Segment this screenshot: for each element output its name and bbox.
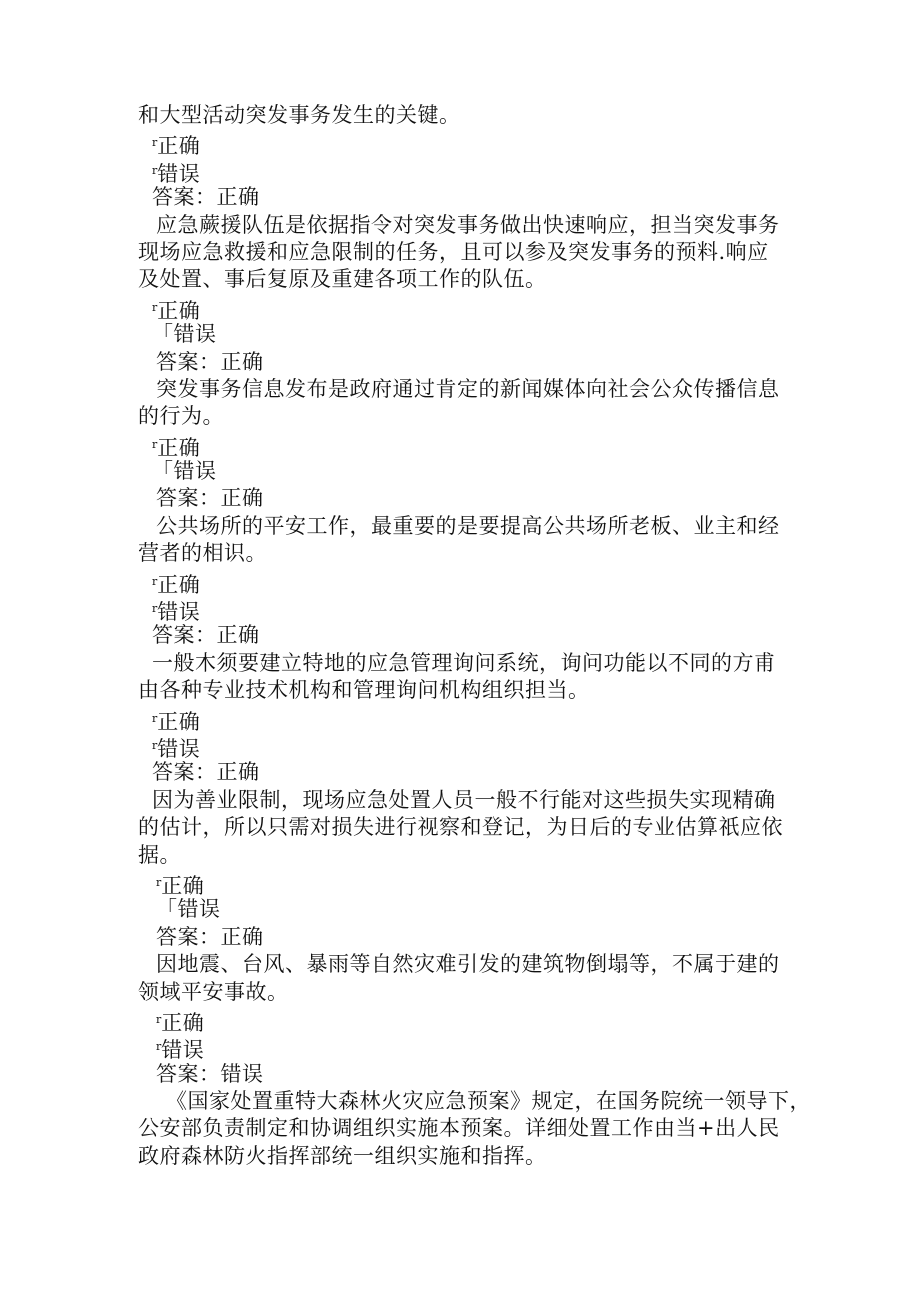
question-text: 及处置、事后复原及重建各项工作的队伍。 bbox=[138, 267, 547, 292]
answer-line: 答案：正确 bbox=[152, 623, 260, 648]
option-correct[interactable] bbox=[138, 705, 788, 732]
option-correct[interactable] bbox=[138, 129, 788, 159]
radio-mark-icon: r bbox=[152, 437, 158, 451]
radio-mark-icon: r bbox=[152, 738, 158, 752]
question-text: 由各种专业技术机构和管理询问机构组织担当。 bbox=[138, 678, 590, 703]
question-text: 突发事务信息发布是政府通过肯定的新闻媒体向社会公众传播信息 bbox=[156, 376, 780, 401]
answer-line: 答案：正确 bbox=[156, 924, 264, 949]
option-correct[interactable] bbox=[138, 869, 788, 896]
option-wrong[interactable]: 「错误 bbox=[156, 897, 221, 922]
option-wrong[interactable]: 「错误 bbox=[152, 459, 217, 484]
radio-mark-icon: r bbox=[156, 1012, 162, 1026]
question-text: 因为善业限制，现场应急处置人员一般不行能对这些损失实现精确 bbox=[152, 787, 776, 812]
question-text: 的估计，所以只需对损失进行视察和登记，为日后的专业估算祇应依 bbox=[138, 815, 783, 840]
answer-line: 答案：错误 bbox=[156, 1061, 264, 1086]
option-label: 正确 bbox=[157, 435, 201, 460]
option-wrong[interactable] bbox=[138, 732, 788, 759]
option-correct[interactable] bbox=[138, 294, 788, 321]
option-label: 正确 bbox=[157, 134, 201, 159]
radio-mark-icon: r bbox=[152, 574, 158, 588]
option-label: 正确 bbox=[161, 1010, 205, 1035]
question-text: 领域平安事故。 bbox=[138, 979, 289, 1004]
question-text: 因地震、台风、暴雨等自然灾难引发的建筑物倒塌等，不属于建的 bbox=[156, 952, 780, 977]
option-label: 正确 bbox=[157, 298, 201, 323]
option-label: 正确 bbox=[157, 572, 201, 597]
option-correct[interactable] bbox=[138, 568, 788, 595]
option-correct[interactable] bbox=[138, 1006, 788, 1033]
option-label: 正确 bbox=[161, 873, 205, 898]
answer-line: 答案：正确 bbox=[156, 486, 264, 511]
question-text: 营者的相识。 bbox=[138, 541, 267, 566]
question-text: 应急蕨援队伍是依据指令对突发事务做出快速响应，担当突发事务 bbox=[156, 212, 780, 237]
question-text: 的行为。 bbox=[138, 404, 224, 429]
option-correct[interactable] bbox=[138, 431, 788, 458]
answer-line: 答案：正确 bbox=[156, 349, 264, 374]
question-text: 政府森林防火指挥部统一组织实施和指挥。 bbox=[138, 1143, 547, 1168]
option-label: 正确 bbox=[157, 709, 201, 734]
document-body bbox=[138, 102, 811, 1170]
question-text: 《国家处置重特大森林火灾应急预案》规定，在国务院统一领导下， bbox=[166, 1089, 811, 1114]
radio-mark-icon: r bbox=[152, 136, 158, 150]
option-wrong[interactable] bbox=[138, 1033, 788, 1063]
option-wrong[interactable]: 「错误 bbox=[152, 322, 217, 347]
radio-mark-icon: r bbox=[156, 1040, 162, 1054]
question-text: 据。 bbox=[138, 842, 181, 867]
question-text: 现场应急救援和应急限制的任务，且可以参及突发事务的预料.响应 bbox=[138, 239, 769, 264]
radio-mark-icon: r bbox=[152, 163, 158, 177]
question-text: 和大型活动突发事务发生的关键。 bbox=[138, 103, 461, 127]
option-label: 错误 bbox=[157, 600, 201, 625]
question-text: 一般木须要建立特地的应急管理询问系统，询问功能以不同的方甫 bbox=[152, 650, 776, 675]
radio-mark-icon: r bbox=[152, 602, 158, 616]
answer-line: 答案：正确 bbox=[152, 760, 260, 785]
radio-mark-icon: r bbox=[152, 711, 158, 725]
option-label: 错误 bbox=[161, 1038, 205, 1063]
radio-mark-icon: r bbox=[156, 875, 162, 889]
question-text: 公安部负责制定和协调组织实施本预案。详细处置工作由当+出人民 bbox=[138, 1116, 780, 1141]
answer-line: 答案：正确 bbox=[152, 185, 260, 210]
option-label: 错误 bbox=[157, 736, 201, 761]
option-wrong[interactable] bbox=[138, 595, 788, 625]
question-text: 公共场所的平安工作，最重要的是要提高公共场所老板、业主和经 bbox=[156, 513, 780, 538]
radio-mark-icon: r bbox=[152, 300, 158, 314]
option-label: 错误 bbox=[157, 161, 201, 186]
option-wrong[interactable] bbox=[138, 157, 788, 184]
